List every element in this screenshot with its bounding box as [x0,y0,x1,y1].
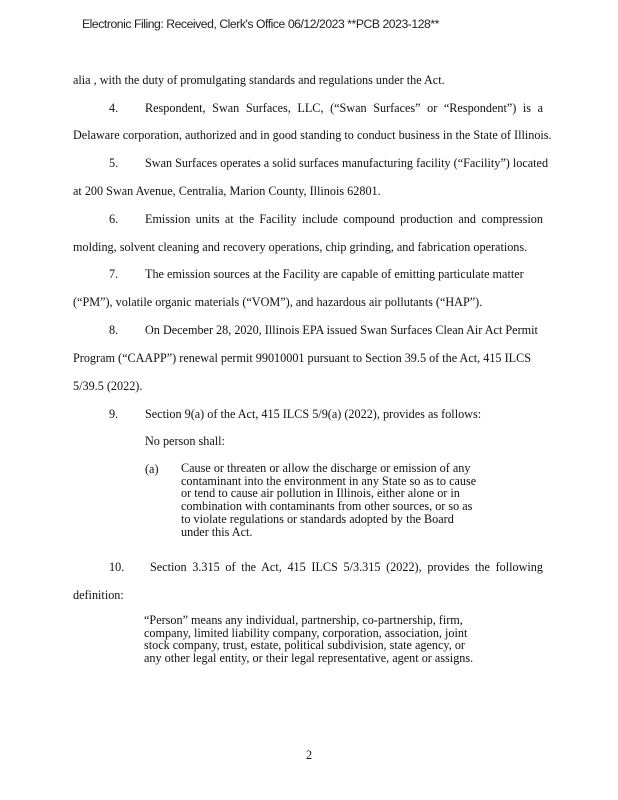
paragraph-text: (“PM”), volatile organic materials (“VOM”), and hazardous air pollutants (“HAP”). [73,295,483,309]
paragraph-text: Delaware corporation, authorized and in good standing to conduct business in the State of Illinois. [73,128,552,142]
continuation-line: alia , with the duty of promulgating standards and regulations under the Act. [73,73,445,87]
definition-quote: “Person” means any individual, partnership, co-partnership, firm, company, limited liability company, corporation, association, joint stock company, trust, estate, political subdivision, state agency, or any other legal entity, or their legal representative, agent or assigns. [144,613,474,666]
paragraph-text: definition: [73,588,124,602]
paragraph-number: 9. [109,407,119,421]
quote-intro: No person shall: [145,434,225,448]
page-number: 2 [305,748,313,762]
paragraph-text: Section 3.315 of the Act, 415 ILCS 5/3.315 (2022), provides the following [150,560,543,574]
paragraph-text: The emission sources at the Facility are capable of emitting particulate matter [145,267,524,281]
paragraph-number: 5. [109,156,119,170]
paragraph-text: Swan Surfaces operates a solid surfaces manufacturing facility (“Facility”) located [145,156,549,170]
paragraph-text: Emission units at the Facility include compound production and compression [145,212,543,226]
filing-stamp-header: Electronic Filing: Received, Clerk's Office 06/12/2023 **PCB 2023-128** [82,17,439,31]
paragraph-text: 5/39.5 (2022). [73,379,143,393]
paragraph-text: Section 9(a) of the Act, 415 ILCS 5/9(a) (2022), provides as follows: [145,407,482,421]
paragraph-number: 7. [109,267,119,281]
paragraph-number: 6. [109,212,119,226]
paragraph-number: 8. [109,323,119,337]
paragraph-number: 10. [109,560,125,574]
quote-item-label: (a) [145,462,159,476]
quote-item-text: Cause or threaten or allow the discharge or emission of any contaminant into the environment in any State so as to cause or tend to cause air pollution in Illinois, either alone or in combination with contaminants from other sources, or so as to violate regulations or standards adopted by the Board under this Act. [181,461,477,539]
paragraph-text: at 200 Swan Avenue, Centralia, Marion County, Illinois 62801. [73,184,381,198]
paragraph-text: On December 28, 2020, Illinois EPA issued Swan Surfaces Clean Air Act Permit [145,323,538,337]
paragraph-text: Program (“CAAPP”) renewal permit 99010001 pursuant to Section 39.5 of the Act, 415 ILCS [73,351,531,365]
paragraph-text: molding, solvent cleaning and recovery operations, chip grinding, and fabrication operations. [73,240,528,254]
paragraph-text: Respondent, Swan Surfaces, LLC, (“Swan Surfaces” or “Respondent”) is a [145,101,543,115]
paragraph-number: 4. [109,101,119,115]
